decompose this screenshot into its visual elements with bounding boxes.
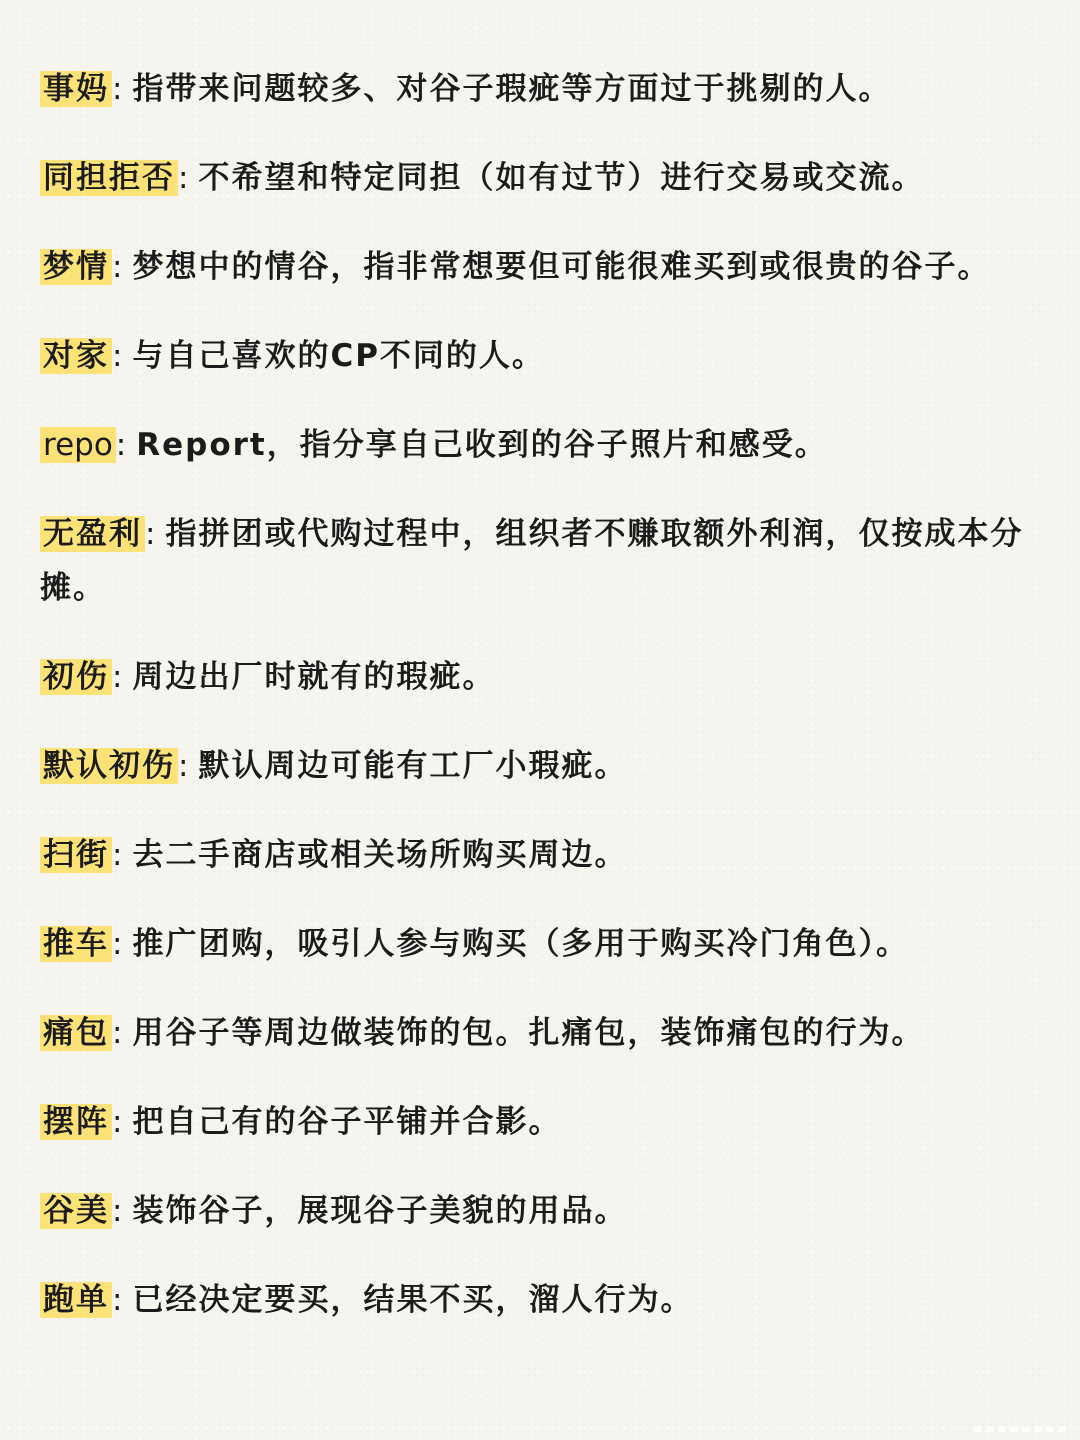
glossary-entry [40,917,1040,971]
term-definition: 不希望和特定同担（如有过节）进行交易或交流。 [198,160,925,196]
term-definition: 指带来问题较多、对谷子瑕疵等方面过于挑剔的人。 [132,71,892,107]
watermark-bar-icon [986,1426,994,1432]
term-highlight: 事妈 [40,71,112,107]
glossary-entry [40,151,1040,205]
term-colon: : [112,659,125,695]
term-colon: : [112,837,125,873]
term-definition: 指拼团或代购过程中，组织者不赚取额外利润，仅按成本分摊。 [40,516,1024,606]
glossary-entry [40,507,1040,615]
term-colon: : [115,427,129,463]
term-definition: Report，指分享自己收到的谷子照片和感受。 [136,427,828,463]
watermark-bar-icon [1034,1426,1042,1432]
term-highlight: 推车 [40,926,112,962]
term-highlight: 默认初伤 [40,748,178,784]
term-definition: 装饰谷子，展现谷子美貌的用品。 [132,1193,628,1229]
glossary-entry [40,828,1040,882]
term-colon: : [112,249,125,285]
term-definition: 去二手商店或相关场所购买周边。 [132,837,628,873]
watermark-logo [974,1426,1066,1432]
term-highlight: 摆阵 [40,1104,112,1140]
term-definition: 用谷子等周边做装饰的包。扎痛包，装饰痛包的行为。 [132,1015,925,1051]
glossary-entry [40,1006,1040,1060]
glossary-entry [40,62,1040,116]
watermark-bar-icon [1010,1426,1018,1432]
term-highlight: 扫街 [40,837,112,873]
term-definition: 把自己有的谷子平铺并合影。 [132,1104,562,1140]
term-definition: 默认周边可能有工厂小瑕疵。 [198,748,628,784]
glossary-entry [40,240,1040,294]
term-definition: 梦想中的情谷，指非常想要但可能很难买到或很贵的谷子。 [132,249,991,285]
term-colon: : [112,71,125,107]
glossary-entry [40,1184,1040,1238]
glossary-entry [40,329,1040,383]
term-definition: 推广团购，吸引人参与购买（多用于购买冷门角色）。 [132,926,909,962]
watermark-bar-icon [1058,1426,1066,1432]
term-highlight: 对家 [40,338,112,374]
glossary-entry [40,418,1040,472]
glossary-entry [40,739,1040,793]
watermark-bar-icon [998,1426,1006,1432]
term-definition: 已经决定要买，结果不买，溜人行为。 [132,1282,694,1318]
term-colon: : [112,1282,125,1318]
term-colon: : [112,926,125,962]
term-colon: : [178,748,191,784]
term-highlight: 同担拒否 [40,160,178,196]
term-colon: : [145,516,158,552]
watermark-bar-icon [1046,1426,1054,1432]
watermark-bar-icon [974,1426,982,1432]
term-highlight: repo [40,427,116,463]
term-highlight: 痛包 [40,1015,112,1051]
term-highlight: 梦情 [40,249,112,285]
glossary-list [40,62,1040,1362]
term-highlight: 跑单 [40,1282,112,1318]
term-definition: 与自己喜欢的CP不同的人。 [132,338,545,374]
glossary-entry [40,650,1040,704]
term-colon: : [178,160,191,196]
term-colon: : [112,338,125,374]
watermark-bar-icon [1022,1426,1030,1432]
term-colon: : [112,1104,125,1140]
term-highlight: 无盈利 [40,516,145,552]
term-highlight: 谷美 [40,1193,112,1229]
glossary-entry [40,1095,1040,1149]
term-definition: 周边出厂时就有的瑕疵。 [132,659,496,695]
term-colon: : [112,1015,125,1051]
term-highlight: 初伤 [40,659,112,695]
term-colon: : [112,1193,125,1229]
glossary-entry [40,1273,1040,1327]
